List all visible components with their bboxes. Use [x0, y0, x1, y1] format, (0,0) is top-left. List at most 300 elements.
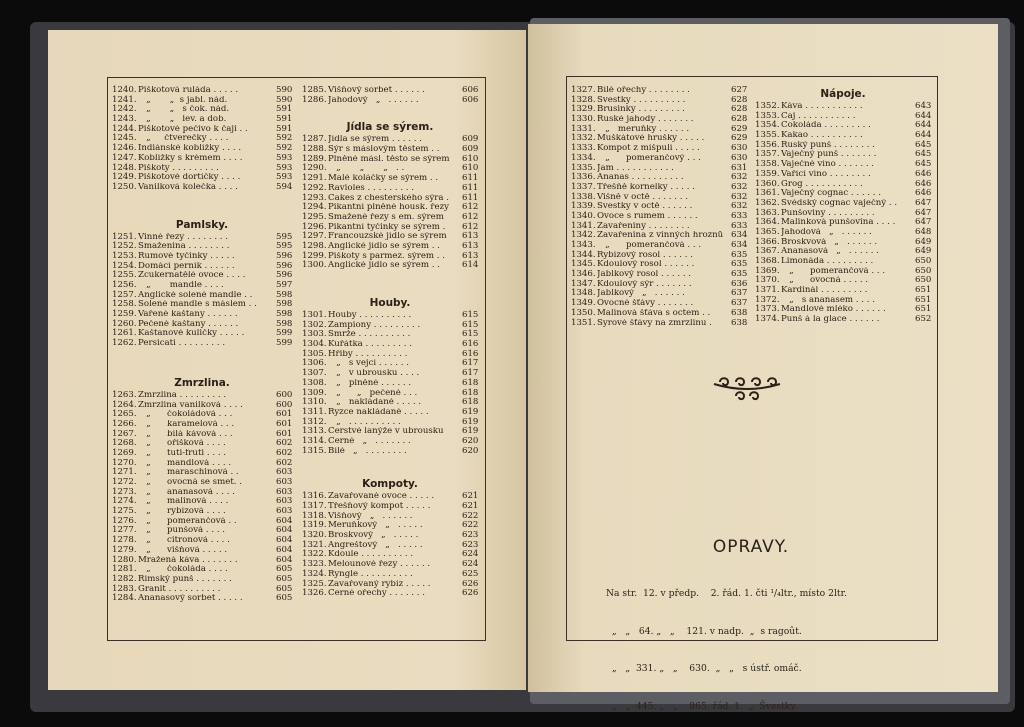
page-number: 647	[915, 197, 932, 208]
recipe-title: Broskvová „ . . . . . .	[781, 237, 878, 247]
recipe-number: 1293.	[302, 192, 327, 203]
index-entry	[112, 526, 292, 536]
recipe-title: Piškoty . . . . . . . . .	[138, 163, 219, 173]
index-entry	[112, 115, 292, 125]
recipe-title: Syrové šťávy na zmrzlinu .	[597, 318, 712, 328]
page-number: 603	[276, 477, 293, 487]
recipe-title: Plněné másl. těsto se sýrem	[328, 154, 450, 164]
recipe-title: Hřiby . . . . . . . . . .	[328, 349, 408, 359]
recipe-number: 1268.	[112, 438, 137, 449]
recipe-title: „ plněné . . . . . .	[328, 378, 412, 388]
page-number: 623	[462, 539, 479, 550]
recipe-title: Vaječné víno . . . . . . .	[781, 160, 875, 170]
index-entry	[571, 96, 747, 106]
index-entry	[302, 321, 478, 331]
index-entry	[571, 309, 747, 319]
section-spacer	[302, 456, 478, 476]
page-number: 612	[462, 211, 479, 222]
recipe-title: „ mandlová . . . .	[138, 458, 232, 468]
recipe-number: 1242.	[112, 104, 137, 115]
recipe-number: 1315.	[302, 445, 327, 456]
recipe-number: 1314.	[302, 435, 327, 446]
page-number: 619	[462, 426, 479, 437]
recipe-number: 1252.	[112, 241, 137, 252]
recipe-number: 1295.	[302, 211, 327, 222]
page-number: 615	[462, 319, 479, 330]
recipe-number: 1331.	[571, 123, 596, 134]
page-number: 626	[462, 588, 479, 599]
recipe-title: Malé koláčky se sýrem . .	[328, 174, 439, 184]
recipe-number: 1341.	[571, 220, 596, 231]
recipe-number: 1276.	[112, 515, 137, 526]
recipe-title: Jam . . . . . . . . . . .	[597, 163, 674, 173]
index-entry	[302, 213, 478, 223]
page-number: 646	[915, 178, 932, 189]
index-entry	[112, 281, 292, 291]
index-entry	[302, 135, 478, 145]
recipe-number: 1309.	[302, 387, 327, 398]
page-number: 612	[462, 221, 479, 232]
index-entry	[112, 134, 292, 144]
recipe-title: Zcukernatělé ovoce . . . .	[138, 271, 246, 281]
index-entry	[302, 570, 478, 580]
recipe-number: 1352.	[755, 101, 780, 111]
recipe-number: 1344.	[571, 249, 596, 260]
page-number: 651	[915, 304, 932, 315]
index-entry	[112, 271, 292, 281]
page-number: 626	[462, 578, 479, 589]
page-number: 605	[276, 593, 293, 604]
recipe-number: 1305.	[302, 348, 327, 359]
recipe-title: Jablkový rosol . . . . . .	[597, 270, 692, 280]
index-entry	[755, 218, 931, 228]
page-number: 647	[915, 207, 932, 218]
recipe-title: „ v ubrousku . . . .	[328, 369, 420, 379]
recipe-title: Grog . . . . . . . . . . .	[781, 179, 863, 189]
page-number: 598	[276, 309, 293, 320]
recipe-title: Broskvový „ . . . . .	[328, 531, 419, 541]
recipe-number: 1356.	[755, 139, 780, 150]
page-number: 633	[731, 210, 748, 221]
recipe-title: Smaženina . . . . . . . .	[138, 242, 230, 252]
index-entry	[571, 319, 747, 329]
recipe-number: 1265.	[112, 409, 137, 420]
index-entry	[302, 589, 478, 599]
index-entry	[755, 199, 931, 209]
page-number: 606	[462, 94, 479, 105]
recipe-title: „ . . . . . . . . . .	[328, 417, 401, 427]
page-number: 643	[915, 101, 932, 111]
page-number: 605	[276, 583, 293, 594]
recipe-title: Indiánské koblížky . . . .	[138, 144, 242, 154]
page-number: 610	[462, 153, 479, 164]
recipe-number: 1342.	[571, 230, 596, 241]
recipe-title: Zavařovaný rybíz . . . . .	[328, 579, 431, 589]
recipe-title: Višňový sorbet . . . . . .	[328, 86, 425, 95]
recipe-number: 1302.	[302, 319, 327, 330]
recipe-title: „ oříšková . . . .	[138, 439, 226, 449]
index-entry	[571, 86, 747, 96]
recipe-title: Bílé „ . . . . . . . .	[328, 446, 407, 456]
index-entry	[112, 252, 292, 262]
index-entry	[302, 389, 478, 399]
recipe-number: 1255.	[112, 270, 137, 281]
recipe-number: 1369.	[755, 265, 780, 276]
page-number: 598	[276, 318, 293, 329]
recipe-number: 1248.	[112, 162, 137, 173]
right-index-column-2	[755, 86, 931, 325]
page-number: 593	[276, 172, 293, 183]
recipe-number: 1292.	[302, 182, 327, 193]
recipe-title: Čokoláda . . . . . . . . .	[781, 121, 871, 131]
recipe-number: 1368.	[755, 256, 780, 266]
page-number: 629	[731, 123, 748, 134]
page-number: 644	[915, 110, 932, 121]
page-number: 632	[731, 191, 748, 202]
index-entry	[755, 257, 931, 267]
recipe-title: „ mandle . . . .	[138, 281, 224, 290]
page-number: 644	[915, 120, 932, 131]
index-entry	[112, 546, 292, 556]
recipe-number: 1243.	[112, 114, 137, 125]
index-entry	[112, 401, 292, 411]
page-number: 611	[462, 182, 479, 193]
page-number: 597	[276, 280, 293, 290]
index-entry	[755, 267, 931, 277]
recipe-title: Čaj . . . . . . . . . . .	[781, 111, 856, 121]
index-entry	[755, 315, 931, 325]
recipe-title: Káva . . . . . . . . . . .	[781, 102, 863, 111]
index-entry	[302, 252, 478, 262]
index-entry	[302, 184, 478, 194]
page-number: 596	[276, 250, 293, 261]
recipe-title: Třešňě kornelky . . . . .	[597, 182, 695, 192]
index-entry	[112, 144, 292, 154]
index-entry	[112, 468, 292, 478]
recipe-number: 1374.	[755, 314, 780, 325]
recipe-title: Anglické jídlo se sýrem . .	[328, 261, 440, 271]
page-number: 629	[731, 133, 748, 144]
recipe-number: 1264.	[112, 399, 137, 410]
recipe-title: Pikantní tyčinky se sýrem .	[328, 222, 446, 232]
recipe-number: 1347.	[571, 278, 596, 289]
recipe-number: 1303.	[302, 329, 327, 340]
recipe-number: 1371.	[755, 285, 780, 296]
recipe-number: 1274.	[112, 496, 137, 507]
section-heading: Kompoty.	[362, 478, 418, 491]
recipe-number: 1335.	[571, 162, 596, 173]
page-number: 650	[915, 275, 932, 286]
recipe-number: 1336.	[571, 172, 596, 183]
recipe-title: Jablkový „ . . . . . .	[597, 289, 685, 299]
page-number: 612	[462, 202, 479, 213]
index-entry	[302, 242, 478, 252]
recipe-number: 1313.	[302, 426, 327, 437]
index-entry	[755, 121, 931, 131]
index-entry	[755, 238, 931, 248]
index-entry	[302, 311, 478, 321]
recipe-title: „ meruňky . . . . . .	[597, 124, 690, 134]
page-number: 606	[462, 85, 479, 95]
recipe-title: Francouzské jídlo se sýrem	[328, 232, 447, 242]
index-entry	[571, 183, 747, 193]
recipe-number: 1323.	[302, 559, 327, 570]
page-number: 600	[276, 399, 293, 410]
recipe-title: Ovoce s rumem . . . . . .	[597, 211, 698, 221]
page-number: 596	[276, 260, 293, 271]
index-entry	[571, 280, 747, 290]
recipe-title: „ pomerančová . . .	[781, 266, 886, 276]
recipe-number: 1348.	[571, 288, 596, 299]
index-entry	[112, 594, 292, 604]
index-entry	[112, 320, 292, 330]
recipe-title: Smrže . . . . . . . . . .	[328, 330, 411, 340]
page-number: 592	[276, 133, 293, 144]
recipe-title: Piškoty s parmez. sýrem . .	[328, 251, 445, 261]
recipe-number: 1294.	[302, 202, 327, 213]
index-entry	[112, 536, 292, 546]
page-number: 632	[731, 201, 748, 212]
recipe-title: „ pomerančová . . .	[597, 241, 702, 250]
recipe-title: „ „ pečené . . .	[328, 388, 418, 398]
recipe-number: 1244.	[112, 123, 137, 134]
page-number: 590	[276, 85, 293, 95]
index-entry	[571, 202, 747, 212]
recipe-number: 1261.	[112, 328, 137, 339]
page-number: 620	[462, 445, 479, 456]
recipe-number: 1339.	[571, 201, 596, 212]
page-number: 633	[731, 220, 748, 231]
recipe-title: „ višňová . . . . .	[138, 545, 228, 555]
page-number: 604	[276, 525, 293, 536]
page-number: 624	[462, 559, 479, 570]
recipe-number: 1280.	[112, 554, 137, 565]
page-number: 598	[276, 299, 293, 310]
recipe-title: Černé „ . . . . . . .	[328, 436, 411, 446]
recipe-number: 1319.	[302, 520, 327, 531]
index-entry	[755, 180, 931, 190]
recipe-title: „ bílá kávová . . .	[138, 429, 233, 439]
recipe-number: 1251.	[112, 231, 137, 242]
recipe-number: 1241.	[112, 94, 137, 105]
index-entry	[112, 262, 292, 272]
index-entry	[302, 261, 478, 271]
page-number: 631	[731, 162, 748, 173]
recipe-number: 1361.	[755, 188, 780, 199]
page-number: 622	[462, 520, 479, 531]
page-number: 591	[276, 114, 293, 125]
index-entry	[302, 408, 478, 418]
recipe-number: 1355.	[755, 130, 780, 141]
recipe-number: 1328.	[571, 94, 596, 105]
index-entry	[755, 296, 931, 306]
page-number: 645	[915, 149, 932, 160]
page-number: 646	[915, 188, 932, 199]
recipe-number: 1260.	[112, 318, 137, 329]
index-entry	[112, 585, 292, 595]
index-entry	[112, 96, 292, 106]
recipe-title: „ ovocná . . . . .	[781, 276, 869, 286]
recipe-title: „ ovocná se smet. .	[138, 478, 242, 487]
recipe-number: 1247.	[112, 152, 137, 163]
page-number: 609	[462, 134, 479, 145]
recipe-number: 1349.	[571, 298, 596, 309]
recipe-title: Jahodový „ . . . . . .	[328, 95, 419, 105]
page-number: 591	[276, 104, 293, 115]
page-number: 638	[731, 317, 748, 328]
recipe-number: 1259.	[112, 309, 137, 320]
index-entry	[112, 173, 292, 183]
page-number: 601	[276, 418, 293, 429]
recipe-number: 1365.	[755, 226, 780, 237]
page-number: 634	[731, 230, 748, 241]
page-number: 603	[276, 467, 293, 478]
index-entry	[302, 379, 478, 389]
recipe-title: Kardinál . . . . . . . . .	[781, 286, 868, 296]
page-number: 644	[915, 130, 932, 141]
page-number: 599	[276, 338, 293, 349]
recipe-number: 1286.	[302, 94, 327, 105]
recipe-title: „ punšová . . . .	[138, 526, 226, 536]
index-entry	[302, 174, 478, 184]
index-entry	[112, 242, 292, 252]
recipe-title: Anglické solené mandle . .	[138, 290, 253, 300]
recipe-title: Punšoviny . . . . . . . . .	[781, 208, 875, 218]
index-entry	[302, 560, 478, 570]
recipe-number: 1279.	[112, 544, 137, 555]
page-number: 590	[276, 94, 293, 105]
recipe-title: Melounové řezy . . . . . .	[328, 560, 431, 570]
recipe-title: Ryngle . . . . . . . . . .	[328, 569, 413, 579]
index-entry	[112, 410, 292, 420]
recipe-title: Ruský punš . . . . . . . .	[781, 140, 875, 150]
recipe-number: 1327.	[571, 85, 596, 95]
index-entry	[571, 173, 747, 183]
page-number: 613	[462, 250, 479, 261]
recipe-number: 1358.	[755, 159, 780, 170]
recipe-number: 1288.	[302, 144, 327, 155]
recipe-title: Limonáda . . . . . . . . .	[781, 257, 874, 266]
page-number: 651	[915, 294, 932, 305]
recipe-title: Koblížky s krémem . . . .	[138, 153, 243, 163]
right-index-column-1	[571, 86, 747, 328]
recipe-number: 1249.	[112, 172, 137, 183]
recipe-title: Brusinky . . . . . . . . .	[597, 105, 685, 115]
recipe-number: 1366.	[755, 236, 780, 247]
index-entry	[571, 134, 747, 144]
recipe-title: Zavařenina z vinných hroznů	[597, 231, 724, 241]
index-entry	[112, 497, 292, 507]
recipe-title: Sýr s máslovým těstem . .	[328, 145, 440, 155]
page-number: 593	[276, 162, 293, 173]
recipe-title: Domácí perník . . . . . .	[138, 261, 235, 271]
recipe-title: „ „ s čok. nád.	[138, 105, 230, 115]
recipe-number: 1298.	[302, 240, 327, 251]
recipe-number: 1240.	[112, 85, 137, 95]
recipe-number: 1354.	[755, 120, 780, 131]
recipe-title: „ maraschinová . .	[138, 468, 239, 478]
page-number: 601	[276, 409, 293, 420]
index-entry	[112, 575, 292, 585]
page-number: 593	[276, 152, 293, 163]
recipe-title: Vaječný punš . . . . . . .	[781, 150, 877, 160]
recipe-number: 1312.	[302, 416, 327, 427]
recipe-number: 1267.	[112, 428, 137, 439]
recipe-number: 1246.	[112, 143, 137, 154]
page-number: 645	[915, 139, 932, 150]
recipe-title: „ nakládané . . . . .	[328, 398, 422, 408]
page-number: 634	[731, 240, 748, 250]
index-entry	[112, 329, 292, 339]
index-entry	[571, 289, 747, 299]
index-entry	[302, 369, 478, 379]
recipe-title: „ čokoláda . . . .	[138, 565, 228, 575]
page-number: 628	[731, 104, 748, 115]
index-entry	[755, 141, 931, 151]
index-entry	[112, 164, 292, 174]
page-number: 604	[276, 515, 293, 526]
recipe-number: 1350.	[571, 307, 596, 318]
page-number: 611	[462, 192, 479, 203]
recipe-number: 1334.	[571, 152, 596, 163]
page-number: 609	[462, 144, 479, 155]
recipe-number: 1270.	[112, 457, 137, 468]
index-entry	[755, 112, 931, 122]
recipe-number: 1367.	[755, 246, 780, 257]
recipe-number: 1278.	[112, 535, 137, 546]
index-entry	[571, 105, 747, 115]
index-entry	[755, 160, 931, 170]
recipe-number: 1326.	[302, 588, 327, 599]
page-number: 623	[462, 530, 479, 541]
recipe-number: 1353.	[755, 110, 780, 121]
page-number: 618	[462, 397, 479, 408]
page-number: 635	[731, 249, 748, 260]
index-entry	[755, 247, 931, 257]
recipe-number: 1320.	[302, 530, 327, 541]
page-number: 621	[462, 491, 479, 502]
index-entry	[302, 521, 478, 531]
page-number: 650	[915, 256, 932, 266]
page-number: 611	[462, 173, 479, 184]
recipe-number: 1271.	[112, 467, 137, 478]
recipe-title: Švestky . . . . . . . . . .	[597, 95, 686, 105]
recipe-title: Pečené kaštany . . . . . .	[138, 319, 239, 329]
recipe-title: Černé ořechy . . . . . . .	[328, 589, 425, 599]
index-entry	[302, 330, 478, 340]
recipe-number: 1258.	[112, 299, 137, 310]
recipe-title: Římský punš . . . . . . .	[138, 574, 232, 584]
index-entry	[112, 233, 292, 243]
recipe-title: Ruské jahody . . . . . . .	[597, 115, 694, 125]
index-entry	[571, 212, 747, 222]
index-entry	[755, 150, 931, 160]
index-entry	[112, 488, 292, 498]
index-entry	[302, 492, 478, 502]
recipe-title: Zavařované ovoce . . . . .	[328, 492, 435, 502]
index-entry	[302, 194, 478, 204]
recipe-title: Ryzce nakládané . . . . .	[328, 407, 429, 417]
recipe-title: Malinová šťáva s octem . .	[597, 308, 711, 318]
recipe-number: 1357.	[755, 149, 780, 160]
recipe-title: Bílé ořechy . . . . . . . .	[597, 86, 690, 95]
recipe-number: 1359.	[755, 168, 780, 179]
index-entry	[755, 170, 931, 180]
recipe-number: 1272.	[112, 477, 137, 487]
index-entry	[755, 209, 931, 219]
page-number: 604	[276, 544, 293, 555]
recipe-number: 1281.	[112, 564, 137, 575]
